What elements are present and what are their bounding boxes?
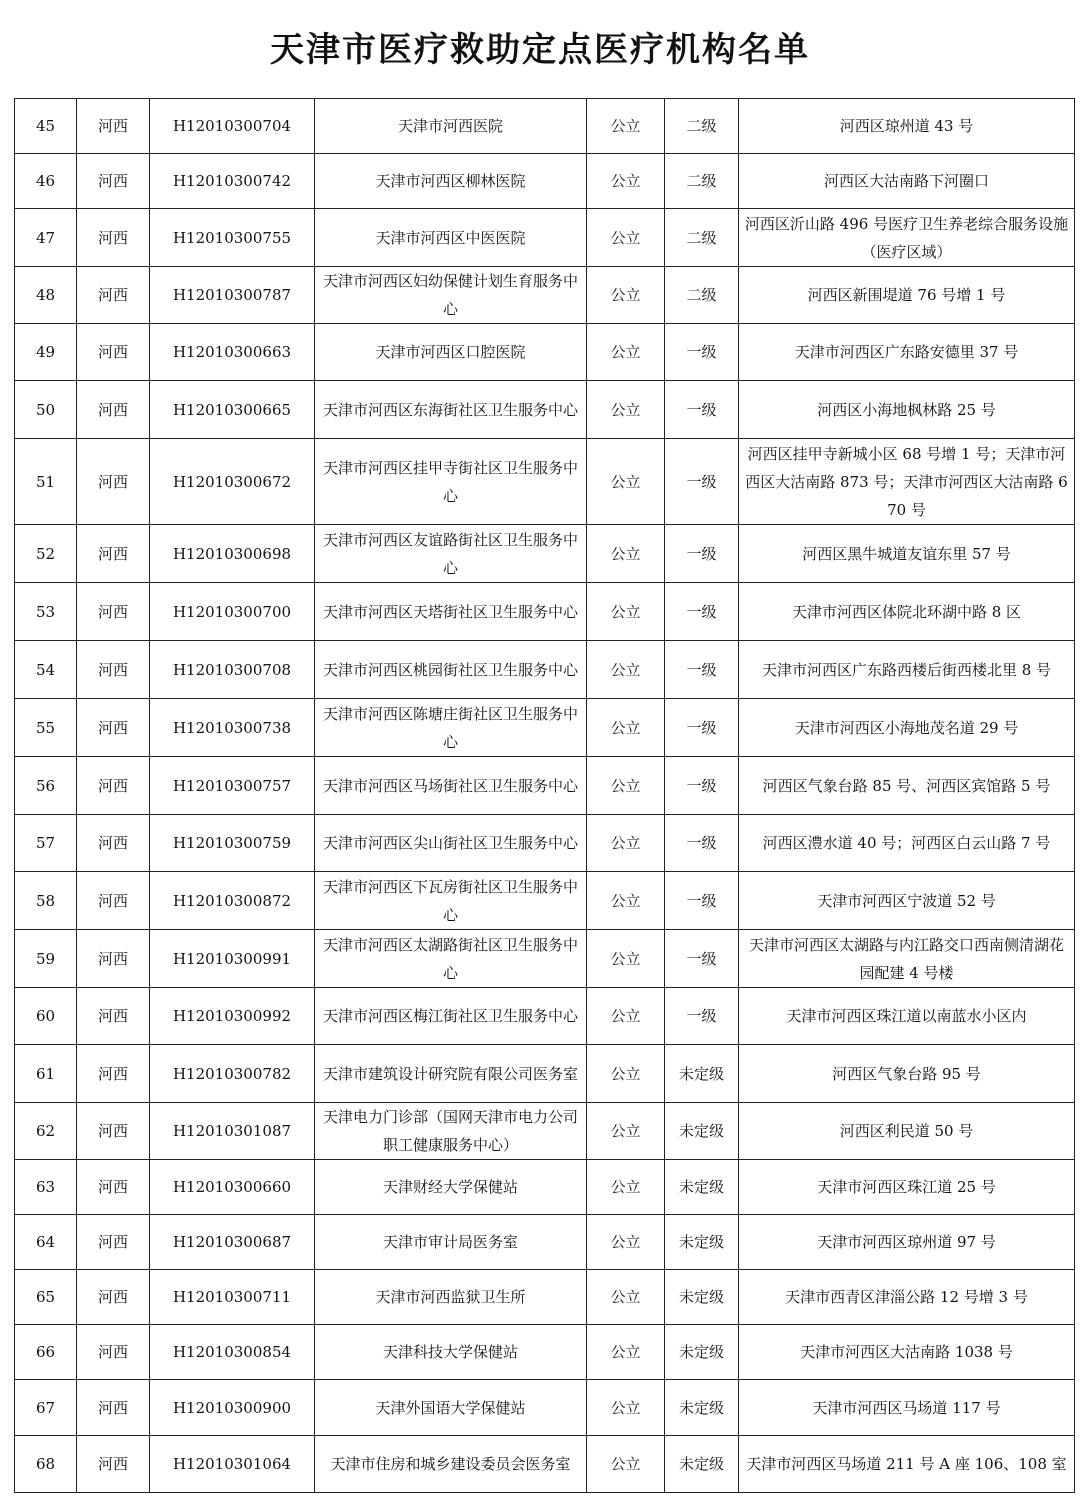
institution-code-cell: H12010300698 — [150, 525, 315, 583]
address-cell: 天津市河西区广东路安德里 37 号 — [739, 324, 1075, 381]
district-cell: 河西 — [77, 583, 150, 641]
ownership-type-cell: 公立 — [587, 525, 665, 583]
institution-name-cell: 天津市河西区桃园街社区卫生服务中心 — [315, 641, 587, 699]
district-cell: 河西 — [77, 757, 150, 815]
table-row — [15, 1045, 1075, 1103]
row-number: 50 — [15, 381, 77, 439]
district-cell: 河西 — [77, 525, 150, 583]
row-number: 49 — [15, 324, 77, 381]
institution-code-cell: H12010300872 — [150, 872, 315, 930]
table-row — [15, 815, 1075, 872]
row-number: 46 — [15, 154, 77, 209]
table-row — [15, 1215, 1075, 1270]
grade-level-cell: 未定级 — [665, 1045, 739, 1103]
district-cell: 河西 — [77, 1380, 150, 1436]
table-row — [15, 641, 1075, 699]
district-cell: 河西 — [77, 699, 150, 757]
institution-name-cell: 天津市河西区妇幼保健计划生育服务中心 — [315, 267, 587, 324]
ownership-type-cell: 公立 — [587, 1103, 665, 1160]
institution-code-cell: H12010300992 — [150, 988, 315, 1045]
grade-level-cell: 一级 — [665, 324, 739, 381]
institution-name-cell: 天津市河西区友谊路街社区卫生服务中心 — [315, 525, 587, 583]
institution-name-cell: 天津财经大学保健站 — [315, 1160, 587, 1215]
institution-code-cell: H12010300900 — [150, 1380, 315, 1436]
district-cell: 河西 — [77, 439, 150, 525]
address-cell: 河西区沂山路 496 号医疗卫生养老综合服务设施（医疗区域） — [739, 209, 1075, 267]
table-row — [15, 525, 1075, 583]
address-cell: 天津市西青区津淄公路 12 号增 3 号 — [739, 1270, 1075, 1325]
district-cell: 河西 — [77, 872, 150, 930]
ownership-type-cell: 公立 — [587, 1160, 665, 1215]
row-number: 54 — [15, 641, 77, 699]
ownership-type-cell: 公立 — [587, 699, 665, 757]
district-cell: 河西 — [77, 1436, 150, 1493]
table-row — [15, 930, 1075, 988]
institution-code-cell: H12010300665 — [150, 381, 315, 439]
institution-code-cell: H12010300759 — [150, 815, 315, 872]
grade-level-cell: 二级 — [665, 99, 739, 154]
address-cell: 河西区气象台路 85 号、河西区宾馆路 5 号 — [739, 757, 1075, 815]
address-cell: 天津市河西区大沽南路 1038 号 — [739, 1325, 1075, 1380]
grade-level-cell: 一级 — [665, 757, 739, 815]
institution-name-cell: 天津市河西区梅江街社区卫生服务中心 — [315, 988, 587, 1045]
address-cell: 河西区黑牛城道友谊东里 57 号 — [739, 525, 1075, 583]
grade-level-cell: 未定级 — [665, 1215, 739, 1270]
grade-level-cell: 一级 — [665, 583, 739, 641]
district-cell: 河西 — [77, 99, 150, 154]
table-row — [15, 381, 1075, 439]
institution-name-cell: 天津市河西区中医医院 — [315, 209, 587, 267]
district-cell: 河西 — [77, 930, 150, 988]
institution-name-cell: 天津市河西区马场街社区卫生服务中心 — [315, 757, 587, 815]
ownership-type-cell: 公立 — [587, 324, 665, 381]
ownership-type-cell: 公立 — [587, 1270, 665, 1325]
institution-name-cell: 天津市河西区口腔医院 — [315, 324, 587, 381]
address-cell: 天津市河西区马场道 211 号 A 座 106、108 室 — [739, 1436, 1075, 1493]
row-number: 53 — [15, 583, 77, 641]
district-cell: 河西 — [77, 209, 150, 267]
district-cell: 河西 — [77, 1045, 150, 1103]
grade-level-cell: 未定级 — [665, 1160, 739, 1215]
district-cell: 河西 — [77, 1215, 150, 1270]
row-number: 55 — [15, 699, 77, 757]
institution-code-cell: H12010300660 — [150, 1160, 315, 1215]
address-cell: 天津市河西区马场道 117 号 — [739, 1380, 1075, 1436]
table-row — [15, 154, 1075, 209]
address-cell: 河西区大沽南路下河圈口 — [739, 154, 1075, 209]
ownership-type-cell: 公立 — [587, 930, 665, 988]
institution-name-cell: 天津市河西区下瓦房街社区卫生服务中心 — [315, 872, 587, 930]
institution-code-cell: H12010300991 — [150, 930, 315, 988]
ownership-type-cell: 公立 — [587, 1215, 665, 1270]
table-row — [15, 1380, 1075, 1436]
institution-name-cell: 天津市河西区东海街社区卫生服务中心 — [315, 381, 587, 439]
institution-name-cell: 天津市河西区挂甲寺街社区卫生服务中心 — [315, 439, 587, 525]
institution-code-cell: H12010300687 — [150, 1215, 315, 1270]
district-cell: 河西 — [77, 324, 150, 381]
row-number: 60 — [15, 988, 77, 1045]
row-number: 61 — [15, 1045, 77, 1103]
table-row — [15, 583, 1075, 641]
address-cell: 河西区利民道 50 号 — [739, 1103, 1075, 1160]
ownership-type-cell: 公立 — [587, 267, 665, 324]
table-row — [15, 699, 1075, 757]
address-cell: 天津市河西区琼州道 97 号 — [739, 1215, 1075, 1270]
grade-level-cell: 未定级 — [665, 1380, 739, 1436]
institution-name-cell: 天津市河西区天塔街社区卫生服务中心 — [315, 583, 587, 641]
row-number: 67 — [15, 1380, 77, 1436]
row-number: 58 — [15, 872, 77, 930]
address-cell: 天津市河西区珠江道 25 号 — [739, 1160, 1075, 1215]
table-row — [15, 757, 1075, 815]
grade-level-cell: 一级 — [665, 699, 739, 757]
grade-level-cell: 二级 — [665, 154, 739, 209]
table-row — [15, 1160, 1075, 1215]
institution-code-cell: H12010300787 — [150, 267, 315, 324]
address-cell: 天津市河西区广东路西楼后街西楼北里 8 号 — [739, 641, 1075, 699]
institution-name-cell: 天津市河西区陈塘庄街社区卫生服务中心 — [315, 699, 587, 757]
institution-name-cell: 天津科技大学保健站 — [315, 1325, 587, 1380]
institution-name-cell: 天津电力门诊部（国网天津市电力公司职工健康服务中心） — [315, 1103, 587, 1160]
institution-code-cell: H12010300782 — [150, 1045, 315, 1103]
table-row — [15, 209, 1075, 267]
grade-level-cell: 一级 — [665, 641, 739, 699]
ownership-type-cell: 公立 — [587, 99, 665, 154]
table-row — [15, 1103, 1075, 1160]
table-row — [15, 872, 1075, 930]
address-cell: 天津市河西区珠江道以南蓝水小区内 — [739, 988, 1075, 1045]
table-row — [15, 439, 1075, 525]
district-cell: 河西 — [77, 267, 150, 324]
grade-level-cell: 一级 — [665, 988, 739, 1045]
grade-level-cell: 二级 — [665, 267, 739, 324]
ownership-type-cell: 公立 — [587, 209, 665, 267]
address-cell: 河西区挂甲寺新城小区 68 号增 1 号；天津市河西区大沽南路 873 号；天津市河西区大沽南路 670 号 — [739, 439, 1075, 525]
ownership-type-cell: 公立 — [587, 757, 665, 815]
table-row — [15, 267, 1075, 324]
ownership-type-cell: 公立 — [587, 872, 665, 930]
grade-level-cell: 未定级 — [665, 1436, 739, 1493]
ownership-type-cell: 公立 — [587, 1045, 665, 1103]
institution-code-cell: H12010300672 — [150, 439, 315, 525]
grade-level-cell: 一级 — [665, 930, 739, 988]
address-cell: 天津市河西区小海地茂名道 29 号 — [739, 699, 1075, 757]
district-cell: 河西 — [77, 1103, 150, 1160]
ownership-type-cell: 公立 — [587, 641, 665, 699]
address-cell: 河西区澧水道 40 号；河西区白云山路 7 号 — [739, 815, 1075, 872]
grade-level-cell: 未定级 — [665, 1325, 739, 1380]
row-number: 56 — [15, 757, 77, 815]
district-cell: 河西 — [77, 381, 150, 439]
address-cell: 天津市河西区宁波道 52 号 — [739, 872, 1075, 930]
row-number: 48 — [15, 267, 77, 324]
district-cell: 河西 — [77, 1270, 150, 1325]
ownership-type-cell: 公立 — [587, 439, 665, 525]
ownership-type-cell: 公立 — [587, 815, 665, 872]
ownership-type-cell: 公立 — [587, 1436, 665, 1493]
grade-level-cell: 二级 — [665, 209, 739, 267]
row-number: 62 — [15, 1103, 77, 1160]
grade-level-cell: 未定级 — [665, 1270, 739, 1325]
address-cell: 天津市河西区太湖路与内江路交口西南侧清湖花园配建 4 号楼 — [739, 930, 1075, 988]
row-number: 57 — [15, 815, 77, 872]
address-cell: 河西区琼州道 43 号 — [739, 99, 1075, 154]
address-cell: 天津市河西区体院北环湖中路 8 区 — [739, 583, 1075, 641]
grade-level-cell: 一级 — [665, 872, 739, 930]
institution-code-cell: H12010301064 — [150, 1436, 315, 1493]
table-row — [15, 1270, 1075, 1325]
ownership-type-cell: 公立 — [587, 988, 665, 1045]
grade-level-cell: 一级 — [665, 439, 739, 525]
ownership-type-cell: 公立 — [587, 1380, 665, 1436]
institution-name-cell: 天津市住房和城乡建设委员会医务室 — [315, 1436, 587, 1493]
grade-level-cell: 一级 — [665, 381, 739, 439]
institution-table — [14, 98, 1075, 1493]
row-number: 64 — [15, 1215, 77, 1270]
grade-level-cell: 一级 — [665, 525, 739, 583]
institution-name-cell: 天津外国语大学保健站 — [315, 1380, 587, 1436]
address-cell: 河西区新围堤道 76 号增 1 号 — [739, 267, 1075, 324]
institution-code-cell: H12010300755 — [150, 209, 315, 267]
institution-name-cell: 天津市河西区柳林医院 — [315, 154, 587, 209]
row-number: 63 — [15, 1160, 77, 1215]
institution-code-cell: H12010300742 — [150, 154, 315, 209]
institution-name-cell: 天津市审计局医务室 — [315, 1215, 587, 1270]
institution-code-cell: H12010300700 — [150, 583, 315, 641]
institution-code-cell: H12010300738 — [150, 699, 315, 757]
row-number: 59 — [15, 930, 77, 988]
institution-code-cell: H12010300704 — [150, 99, 315, 154]
ownership-type-cell: 公立 — [587, 154, 665, 209]
institution-code-cell: H12010301087 — [150, 1103, 315, 1160]
table-row — [15, 99, 1075, 154]
address-cell: 河西区小海地枫林路 25 号 — [739, 381, 1075, 439]
address-cell: 河西区气象台路 95 号 — [739, 1045, 1075, 1103]
grade-level-cell: 未定级 — [665, 1103, 739, 1160]
institution-name-cell: 天津市河西医院 — [315, 99, 587, 154]
district-cell: 河西 — [77, 154, 150, 209]
table-row — [15, 1325, 1075, 1380]
district-cell: 河西 — [77, 988, 150, 1045]
district-cell: 河西 — [77, 815, 150, 872]
row-number: 51 — [15, 439, 77, 525]
table-row — [15, 1436, 1075, 1493]
row-number: 65 — [15, 1270, 77, 1325]
institution-code-cell: H12010300708 — [150, 641, 315, 699]
ownership-type-cell: 公立 — [587, 583, 665, 641]
row-number: 45 — [15, 99, 77, 154]
institution-name-cell: 天津市建筑设计研究院有限公司医务室 — [315, 1045, 587, 1103]
row-number: 52 — [15, 525, 77, 583]
page-title: 天津市医疗救助定点医疗机构名单 — [270, 30, 810, 70]
table-row — [15, 988, 1075, 1045]
grade-level-cell: 一级 — [665, 815, 739, 872]
row-number: 66 — [15, 1325, 77, 1380]
institution-name-cell: 天津市河西监狱卫生所 — [315, 1270, 587, 1325]
district-cell: 河西 — [77, 1160, 150, 1215]
row-number: 47 — [15, 209, 77, 267]
table-row — [15, 324, 1075, 381]
institution-code-cell: H12010300663 — [150, 324, 315, 381]
institution-code-cell: H12010300757 — [150, 757, 315, 815]
institution-code-cell: H12010300854 — [150, 1325, 315, 1380]
institution-name-cell: 天津市河西区尖山街社区卫生服务中心 — [315, 815, 587, 872]
district-cell: 河西 — [77, 641, 150, 699]
institution-code-cell: H12010300711 — [150, 1270, 315, 1325]
row-number: 68 — [15, 1436, 77, 1493]
district-cell: 河西 — [77, 1325, 150, 1380]
ownership-type-cell: 公立 — [587, 381, 665, 439]
institution-name-cell: 天津市河西区太湖路街社区卫生服务中心 — [315, 930, 587, 988]
ownership-type-cell: 公立 — [587, 1325, 665, 1380]
